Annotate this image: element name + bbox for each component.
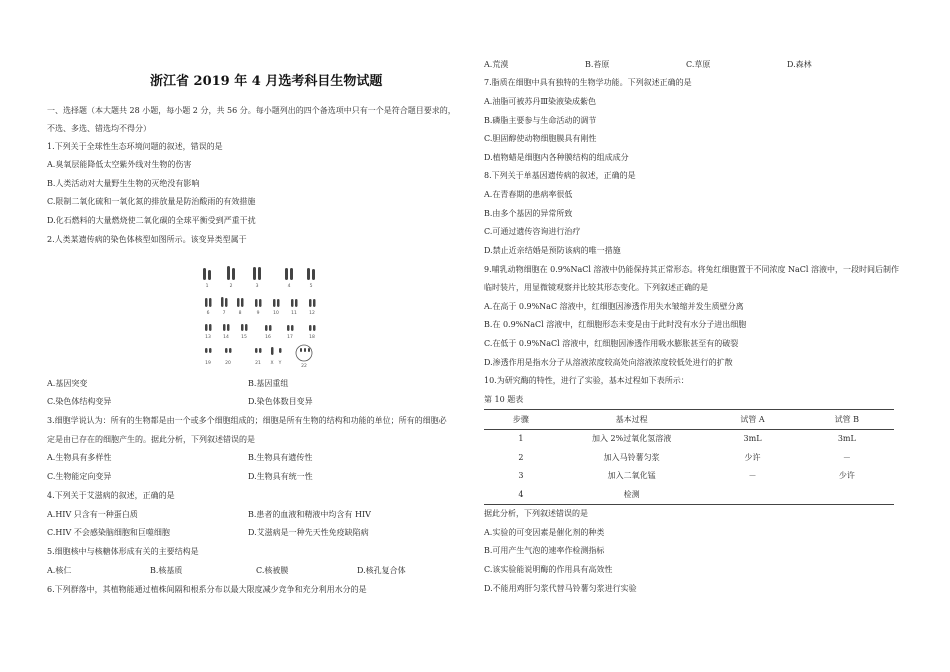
trisomy-circle (296, 345, 312, 361)
q9-stem-cont: 临时装片，用显微镜观察并比较其形态变化。下列叙述正确的是 (484, 283, 708, 292)
table-cell: 少许 (744, 452, 761, 462)
table-cell: 加入马铃薯匀浆 (603, 452, 660, 462)
svg-text:15: 15 (241, 335, 247, 340)
q2-option-a: A.基因突变 (47, 379, 88, 388)
q7-option-b: B.磷脂主要参与生命活动的调节 (484, 116, 597, 125)
q3-option-c: C.生物能定向变异 (47, 472, 112, 481)
q6-option-c: C.草原 (686, 60, 711, 69)
svg-text:16: 16 (265, 335, 271, 340)
q3-option-d: D.生物具有统一性 (248, 472, 313, 481)
q2-stem: 2.人类某遗传病的染色体核型如图所示。该变异类型属于 (47, 235, 247, 244)
q10-after-stem: 据此分析，下列叙述错误的是 (484, 509, 588, 518)
svg-text:4: 4 (287, 284, 291, 289)
svg-text:8: 8 (238, 311, 242, 316)
q7-option-a: A.油脂可被苏丹Ⅲ染液染成紫色 (484, 97, 597, 106)
svg-text:22: 22 (301, 364, 307, 369)
q4-stem: 4.下列关于艾滋病的叙述，正确的是 (47, 491, 175, 500)
q10-table-caption: 第 10 题表 (484, 395, 524, 404)
q7-stem: 7.脂质在细胞中具有独特的生物学功能。下列叙述正确的是 (484, 78, 692, 87)
q8-option-a: A.在青春期的患病率很低 (484, 190, 573, 199)
q4-option-d: D.艾滋病是一种先天性免疫缺陷病 (248, 528, 369, 537)
q3-stem-cont: 定是由已存在的细胞产生的。据此分析，下列叙述错误的是 (47, 435, 255, 444)
q6-stem: 6.下列群落中，其植物能通过植株间隔和根系分布以最大限度减少竞争和充分利用水分的是 (47, 585, 367, 594)
table-header: 试管 A (705, 410, 799, 430)
svg-text:5: 5 (309, 284, 313, 289)
svg-text:X: X (270, 361, 274, 366)
q7-option-c: C.胆固醇使动物细胞膜具有刚性 (484, 134, 597, 143)
q8-option-c: C.可通过遗传咨询进行治疗 (484, 227, 581, 236)
q5-option-a: A.核仁 (47, 566, 72, 575)
table-cell (705, 485, 799, 504)
svg-text:3: 3 (255, 284, 259, 289)
q9-option-a: A.在高于 0.9%NaC 溶液中，红细胞因渗透作用失水皱缩并发生质壁分离 (484, 302, 744, 311)
svg-text:6: 6 (206, 311, 210, 316)
q5-stem: 5.细胞核中与核糖体形成有关的主要结构是 (47, 547, 199, 556)
q9-stem: 9.哺乳动物细胞在 0.9%NaCl 溶液中仍能保持其正常形态。将兔红细胞置于不同浓度 NaCl 溶液中，一段时间后制作 (484, 265, 900, 274)
table-header-row (484, 410, 894, 430)
q1-stem: 1.下列关于全球性生态环境问题的叙述，错误的是 (47, 142, 223, 151)
q4-option-c: C.HIV 不会感染脑细胞和巨噬细胞 (47, 528, 170, 537)
q10-table (484, 409, 894, 505)
table-row (484, 429, 894, 448)
q1-option-b: B.人类活动对大量野生生物的灭绝没有影响 (47, 179, 200, 188)
q6-option-d: D.森林 (787, 60, 812, 69)
q5-option-d: D.核孔复合体 (357, 566, 406, 575)
table-cell: 3 (518, 471, 524, 481)
table-header: 基本过程 (558, 410, 706, 430)
svg-text:14: 14 (223, 335, 229, 340)
table-cell: 3mL (743, 434, 762, 444)
q5-option-c: C.核被膜 (256, 566, 289, 575)
q9-option-b: B.在 0.9%NaCl 溶液中，红细胞形态未变是由于此时没有水分子进出细胞 (484, 320, 747, 329)
table-cell: － (748, 471, 757, 481)
svg-text:17: 17 (287, 335, 293, 340)
table-row (484, 485, 894, 504)
q1-option-c: C.限制二氧化硫和一氧化氮的排放量是防治酸雨的有效措施 (47, 197, 256, 206)
q8-option-d: D.禁止近亲结婚是预防该病的唯一措施 (484, 246, 621, 255)
section-heading: 一、选择题（本大题共 28 小题，每小题 2 分，共 56 分。每小题列出的四个备选项中只有一个是符合题目要求的， (47, 106, 456, 115)
q10-option-d: D.不能用鸡肝匀浆代替马铃薯匀浆进行实验 (484, 584, 637, 593)
svg-text:7: 7 (222, 311, 226, 316)
q9-option-c: C.在低于 0.9%NaCl 溶液中，红细胞因渗透作用吸水膨胀甚至有的破裂 (484, 339, 739, 348)
table-cell: 4 (484, 485, 558, 504)
karyotype-figure (195, 262, 335, 370)
q7-option-d: D.植物蜡是细胞内各种膜结构的组成成分 (484, 153, 629, 162)
q10-stem: 10.为研究酶的特性，进行了实验，基本过程如下表所示： (484, 376, 689, 385)
table-cell: 3mL (837, 434, 856, 444)
section-heading-cont: 不选、多选、错选均不得分） (47, 124, 151, 133)
q3-stem: 3.细胞学说认为：所有的生物都是由一个或多个细胞组成的；细胞是所有生物的结构和功能的单位；所有的细胞必 (47, 416, 447, 425)
table-cell: 加入二氧化锰 (607, 471, 656, 481)
q10-option-b: B.可用产生气泡的速率作检测指标 (484, 546, 605, 555)
q2-option-c: C.染色体结构变异 (47, 397, 112, 406)
q1-option-a: A.臭氧层能降低太空紫外线对生物的伤害 (47, 160, 192, 169)
table-cell: 1 (518, 434, 524, 444)
q8-stem: 8.下列关于单基因遗传病的叙述，正确的是 (484, 171, 636, 180)
q3-option-a: A.生物具有多样性 (47, 453, 112, 462)
svg-text:19: 19 (205, 361, 211, 366)
table-header: 试管 B (800, 410, 894, 430)
table-cell: － (842, 452, 851, 462)
q9-option-d: D.渗透作用是指水分子从溶液浓度较高处向溶液浓度较低处进行的扩散 (484, 358, 733, 367)
svg-text:20: 20 (225, 361, 231, 366)
svg-text:9: 9 (256, 311, 260, 316)
q10-option-c: C.该实验能说明酶的作用具有高效性 (484, 565, 613, 574)
table-cell: 2 (518, 452, 524, 462)
svg-text:2: 2 (229, 284, 233, 289)
q5-option-b: B.核基质 (150, 566, 183, 575)
q10-option-a: A.实验的可变因素是催化剂的种类 (484, 528, 605, 537)
svg-text:11: 11 (291, 311, 297, 316)
svg-text:21: 21 (255, 361, 261, 366)
svg-text:12: 12 (309, 311, 315, 316)
q3-option-b: B.生物具有遗传性 (248, 453, 313, 462)
q2-option-b: B.基因重组 (248, 379, 289, 388)
q4-option-a: A.HIV 只含有一种蛋白质 (47, 510, 138, 519)
q6-option-b: B.苔原 (585, 60, 610, 69)
svg-text:18: 18 (309, 335, 315, 340)
table-header: 步骤 (484, 410, 558, 430)
svg-text:10: 10 (273, 311, 279, 316)
q2-option-d: D.染色体数目变异 (248, 397, 313, 406)
table-row (484, 448, 894, 467)
table-row (484, 467, 894, 486)
q6-option-a: A.荒漠 (484, 60, 509, 69)
page-title: 浙江省 2019 年 4 月选考科目生物试题 (150, 74, 383, 89)
svg-text:13: 13 (205, 335, 211, 340)
table-cell: 检测 (558, 485, 706, 504)
svg-text:Y: Y (278, 361, 282, 366)
q8-option-b: B.由多个基因的异常所致 (484, 209, 573, 218)
q4-option-b: B.患者的血液和精液中均含有 HIV (248, 510, 371, 519)
q1-option-d: D.化石燃料的大量燃烧使二氧化碳的全球平衡受到严重干扰 (47, 216, 256, 225)
table-cell: 少许 (838, 471, 855, 481)
svg-text:1: 1 (205, 284, 209, 289)
table-cell (800, 485, 894, 504)
table-cell: 加入 2%过氧化氢溶液 (591, 434, 672, 444)
